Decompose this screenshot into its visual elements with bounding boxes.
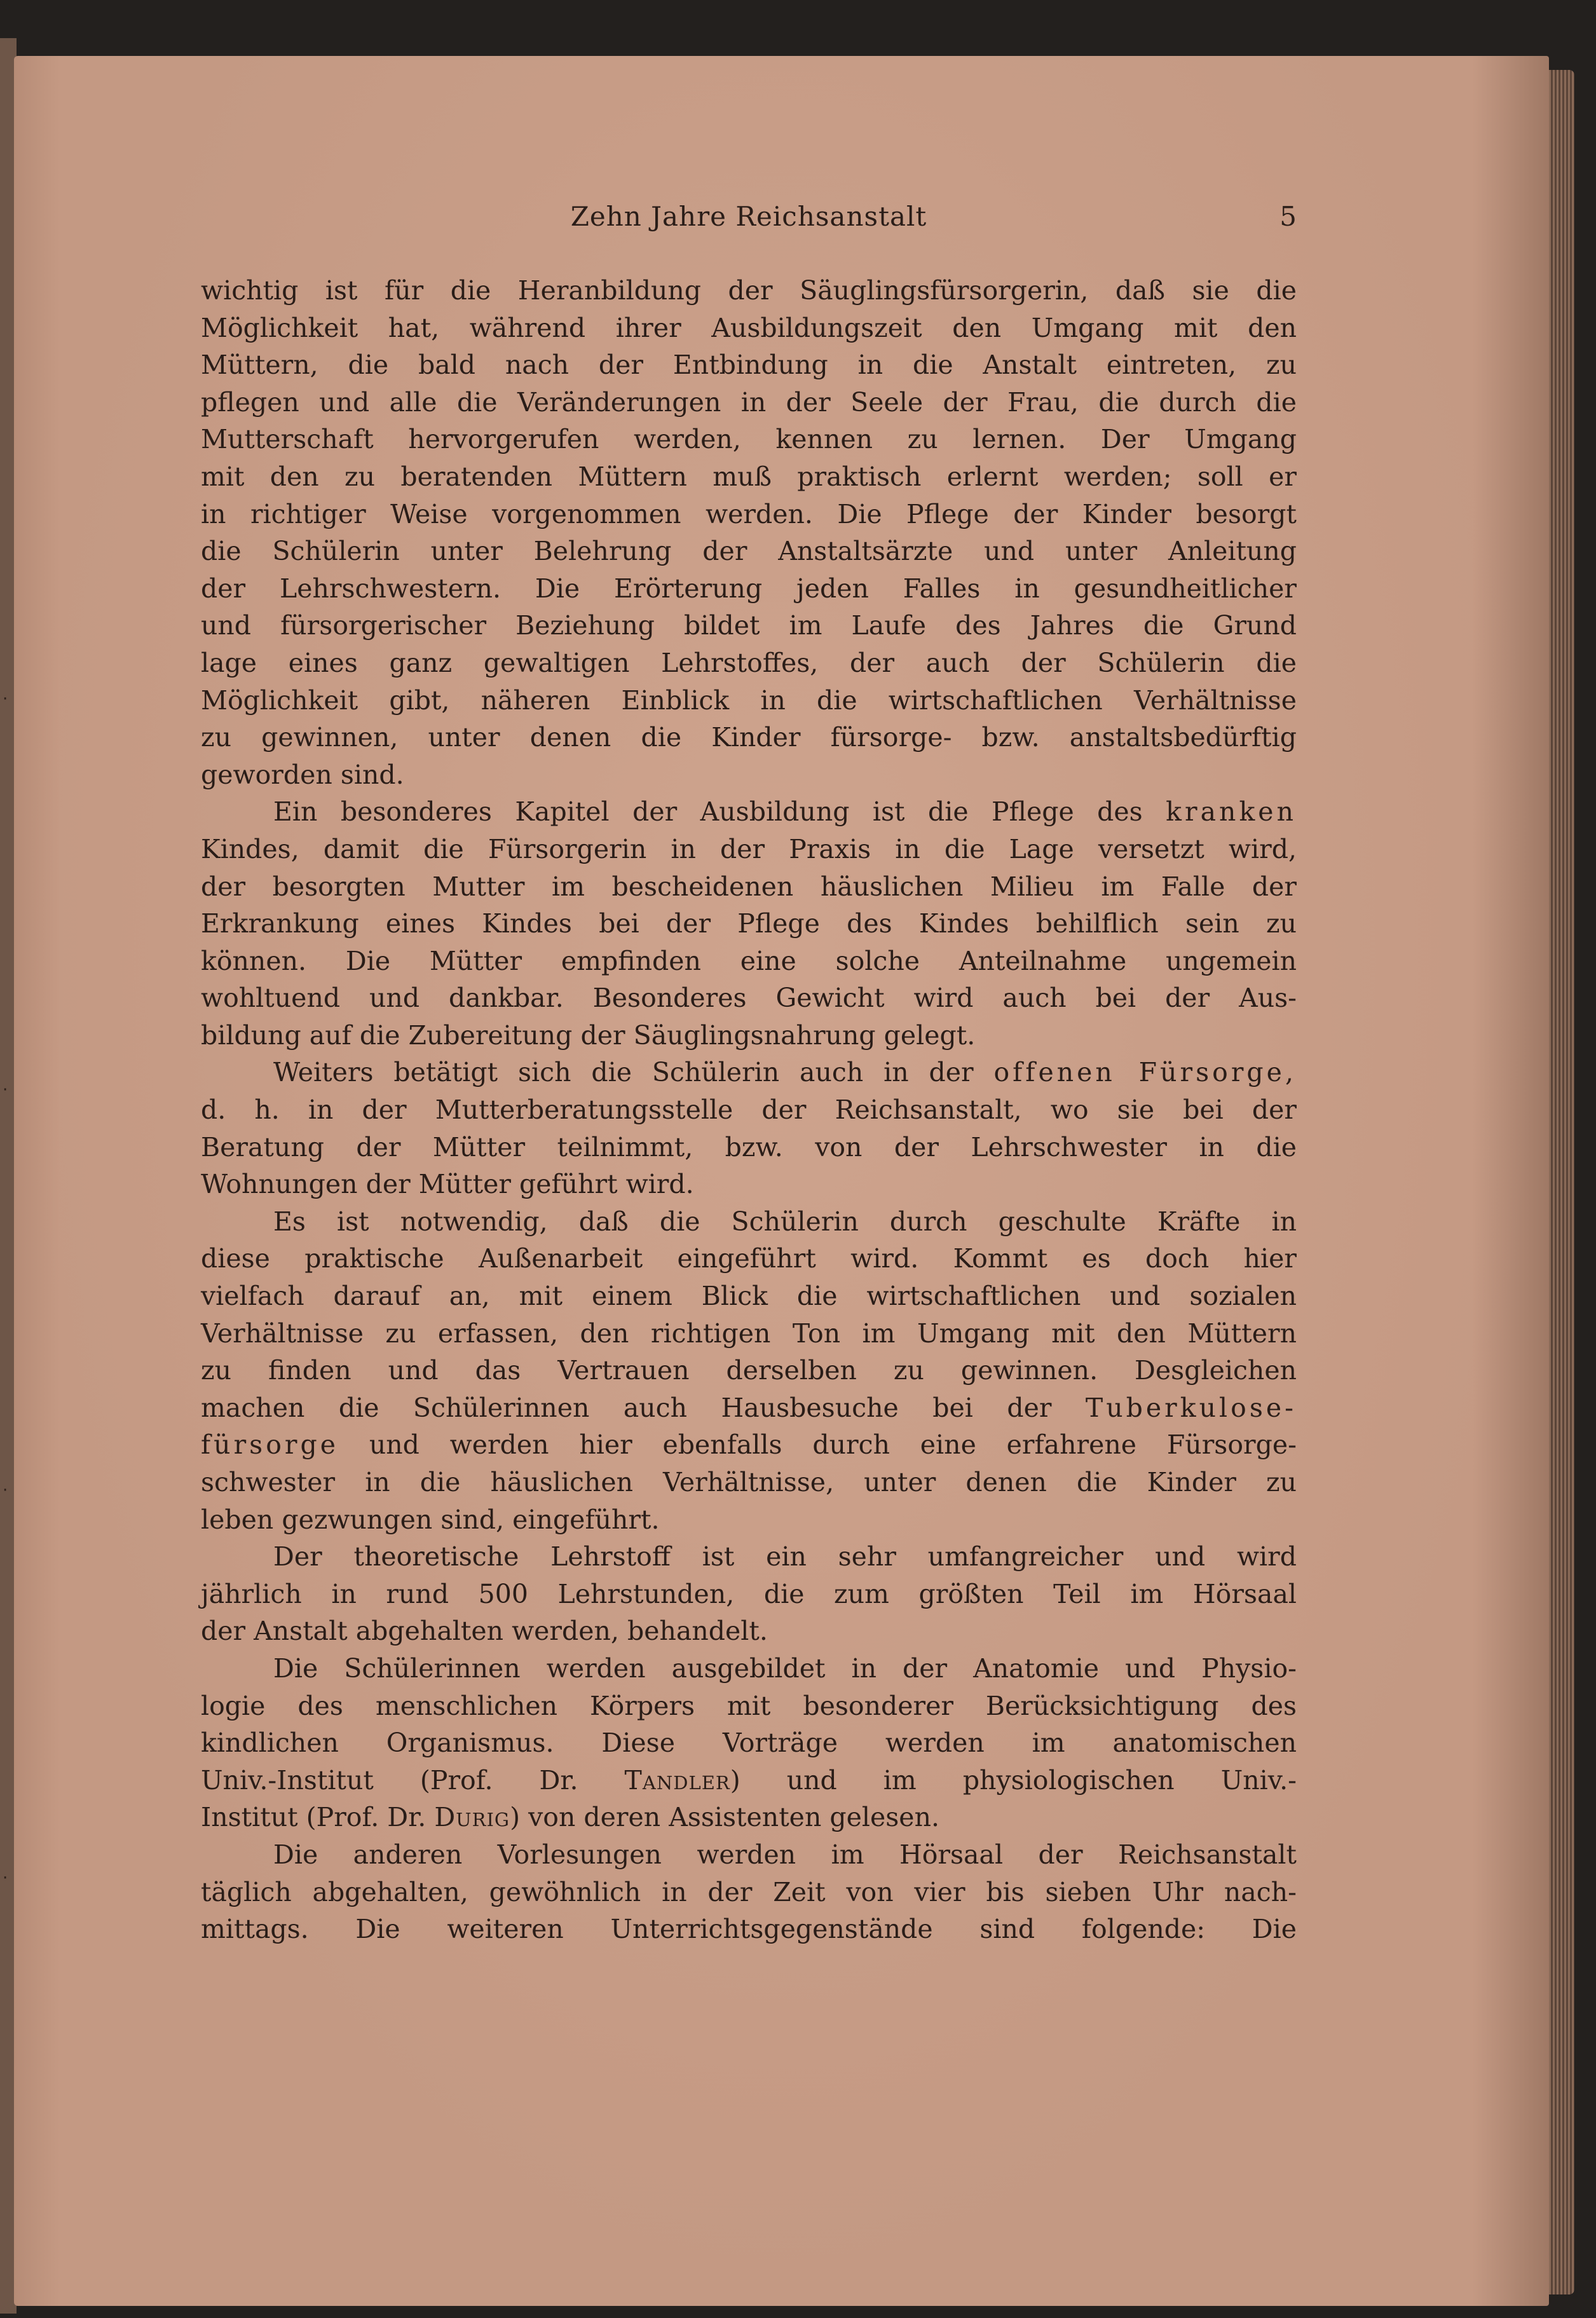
text-line: und fürsorgerischer Beziehung bildet im Laufe des Jahres die Grund xyxy=(201,610,1297,641)
text-run: machen die Schülerinnen auch Hausbesuche bei der xyxy=(201,1392,1052,1423)
emphasis-spaced: offenen Fürsorge, xyxy=(993,1057,1297,1088)
text-line: Mutterschaft hervorgerufen werden, kennen zu lernen. Der Umgang xyxy=(201,424,1297,455)
text-line: der besorgten Mutter im bescheidenen häuslichen Milieu im Falle der xyxy=(201,871,1297,902)
text-line: pflegen und alle die Veränderungen in der Seele der Frau, die durch die xyxy=(201,386,1297,418)
text-line xyxy=(201,1054,1297,1091)
text-line: lage eines ganz gewaltigen Lehrstoffes, der auch der Schülerin die xyxy=(201,647,1297,678)
text-line: mit den zu beratenden Müttern muß praktisch erlernt werden; soll er xyxy=(201,461,1297,492)
text-run: Institut (Prof. Dr. xyxy=(201,1802,426,1833)
text-line: Die Schülerinnen werden ausgebildet in der Anatomie und Physio- xyxy=(273,1653,1297,1684)
text-line: der Anstalt abgehalten werden, behandelt. xyxy=(201,1616,768,1647)
emphasis-spaced: Tuberkulose- xyxy=(1085,1392,1297,1423)
margin-mark-icon: · xyxy=(3,690,8,709)
text-line: Müttern, die bald nach der Entbindung in die Anstalt eintreten, zu xyxy=(201,350,1297,381)
margin-mark-icon: · xyxy=(3,1869,8,1888)
text-run: Ein besonderes Kapitel der Ausbildung ist die Pflege des xyxy=(273,796,1143,828)
text-line: zu finden und das Vertrauen derselben zu gewinnen. Desgleichen xyxy=(201,1355,1297,1386)
text-line: kindlichen Organismus. Diese Vorträge werden im anatomischen xyxy=(201,1728,1297,1759)
text-line: jährlich in rund 500 Lehrstunden, die zum größten Teil im Hörsaal xyxy=(201,1578,1297,1609)
text-line xyxy=(201,1426,1297,1464)
text-line: bildung auf die Zubereitung der Säuglingsnahrung gelegt. xyxy=(201,1019,976,1051)
text-line: Kindes, damit die Fürsorgerin in der Praxis in die Lage versetzt wird, xyxy=(201,833,1297,864)
page-edges xyxy=(1549,70,1574,2294)
text-line: logie des menschlichen Körpers mit besonderer Berücksichtigung des xyxy=(201,1690,1297,1721)
margin-mark-icon: · xyxy=(3,1081,8,1100)
text-line xyxy=(201,793,1297,831)
text-line xyxy=(201,1799,1297,1836)
text-line: wichtig ist für die Heranbildung der Säuglingsfürsorgerin, daß sie die xyxy=(201,275,1297,306)
text-run: ) und im physiologischen Univ.- xyxy=(730,1764,1297,1796)
text-line: Wohnungen der Mütter geführt wird. xyxy=(201,1169,694,1200)
page-number: 5 xyxy=(1279,201,1297,232)
text-line: mittags. Die weiteren Unterrichtsgegenstände sind folgende: Die xyxy=(201,1914,1297,1945)
text-line xyxy=(201,1762,1297,1799)
text-run: und werden hier ebenfalls durch eine erfahrene Fürsorge- xyxy=(369,1429,1297,1461)
text-line: Erkrankung eines Kindes bei der Pflege des Kindes behilflich sein zu xyxy=(201,908,1297,939)
text-line: leben gezwungen sind, eingeführt. xyxy=(201,1504,660,1535)
text-line: wohltuend und dankbar. Besonderes Gewicht wird auch bei der Aus- xyxy=(201,983,1297,1014)
text-line: in richtiger Weise vorgenommen werden. Die Pflege der Kinder besorgt xyxy=(201,498,1297,529)
author-name: Tandler xyxy=(624,1764,730,1796)
text-line: diese praktische Außenarbeit eingeführt wird. Kommt es doch hier xyxy=(201,1243,1297,1274)
text-line: zu gewinnen, unter denen die Kinder fürsorge- bzw. anstaltsbedürftig xyxy=(201,722,1297,753)
text-line: schwester in die häuslichen Verhältnisse, unter denen die Kinder zu xyxy=(201,1467,1297,1497)
text-line: der Lehrschwestern. Die Erörterung jeden Falles in gesundheitlicher xyxy=(201,573,1297,604)
text-line: können. Die Mütter empfinden eine solche Anteilnahme ungemein xyxy=(201,945,1297,976)
text-line: täglich abgehalten, gewöhnlich in der Zeit von vier bis sieben Uhr nach- xyxy=(201,1876,1297,1907)
text-line: Es ist notwendig, daß die Schülerin durch geschulte Kräfte in xyxy=(273,1206,1297,1237)
text-line: die Schülerin unter Belehrung der Anstaltsärzte und unter Anleitung xyxy=(201,536,1297,567)
running-head: Zehn Jahre Reichsanstalt xyxy=(570,201,927,232)
page-header xyxy=(201,201,1297,239)
text-line: Möglichkeit gibt, näheren Einblick in die wirtschaftlichen Verhältnisse xyxy=(201,685,1297,716)
body-text xyxy=(201,272,1297,1948)
author-name: Durig xyxy=(434,1802,510,1833)
text-line: vielfach darauf an, mit einem Blick die wirtschaftlichen und sozialen xyxy=(201,1281,1297,1312)
text-line: Beratung der Mütter teilnimmt, bzw. von der Lehrschwester in die xyxy=(201,1131,1297,1162)
text-run: ) von deren Assistenten gelesen. xyxy=(510,1802,940,1833)
text-line: geworden sind. xyxy=(201,759,404,790)
emphasis-spaced: kranken xyxy=(1166,796,1297,828)
text-run: Univ.-Institut (Prof. Dr. xyxy=(201,1764,578,1796)
text-line: Die anderen Vorlesungen werden im Hörsaal der Reichsanstalt xyxy=(273,1839,1297,1870)
text-line xyxy=(201,1389,1297,1427)
margin-mark-icon: · xyxy=(3,1481,8,1500)
text-line: Verhältnisse zu erfassen, den richtigen Ton im Umgang mit den Müttern xyxy=(201,1318,1297,1349)
text-line: Der theoretische Lehrstoff ist ein sehr umfangreicher und wird xyxy=(273,1541,1297,1572)
text-line: Möglichkeit hat, während ihrer Ausbildungszeit den Umgang mit den xyxy=(201,312,1297,343)
text-line: d. h. in der Mutterberatungsstelle der Reichsanstalt, wo sie bei der xyxy=(201,1094,1297,1126)
emphasis-spaced: fürsorge xyxy=(201,1429,339,1461)
text-run: Weiters betätigt sich die Schülerin auch in der xyxy=(273,1057,974,1088)
